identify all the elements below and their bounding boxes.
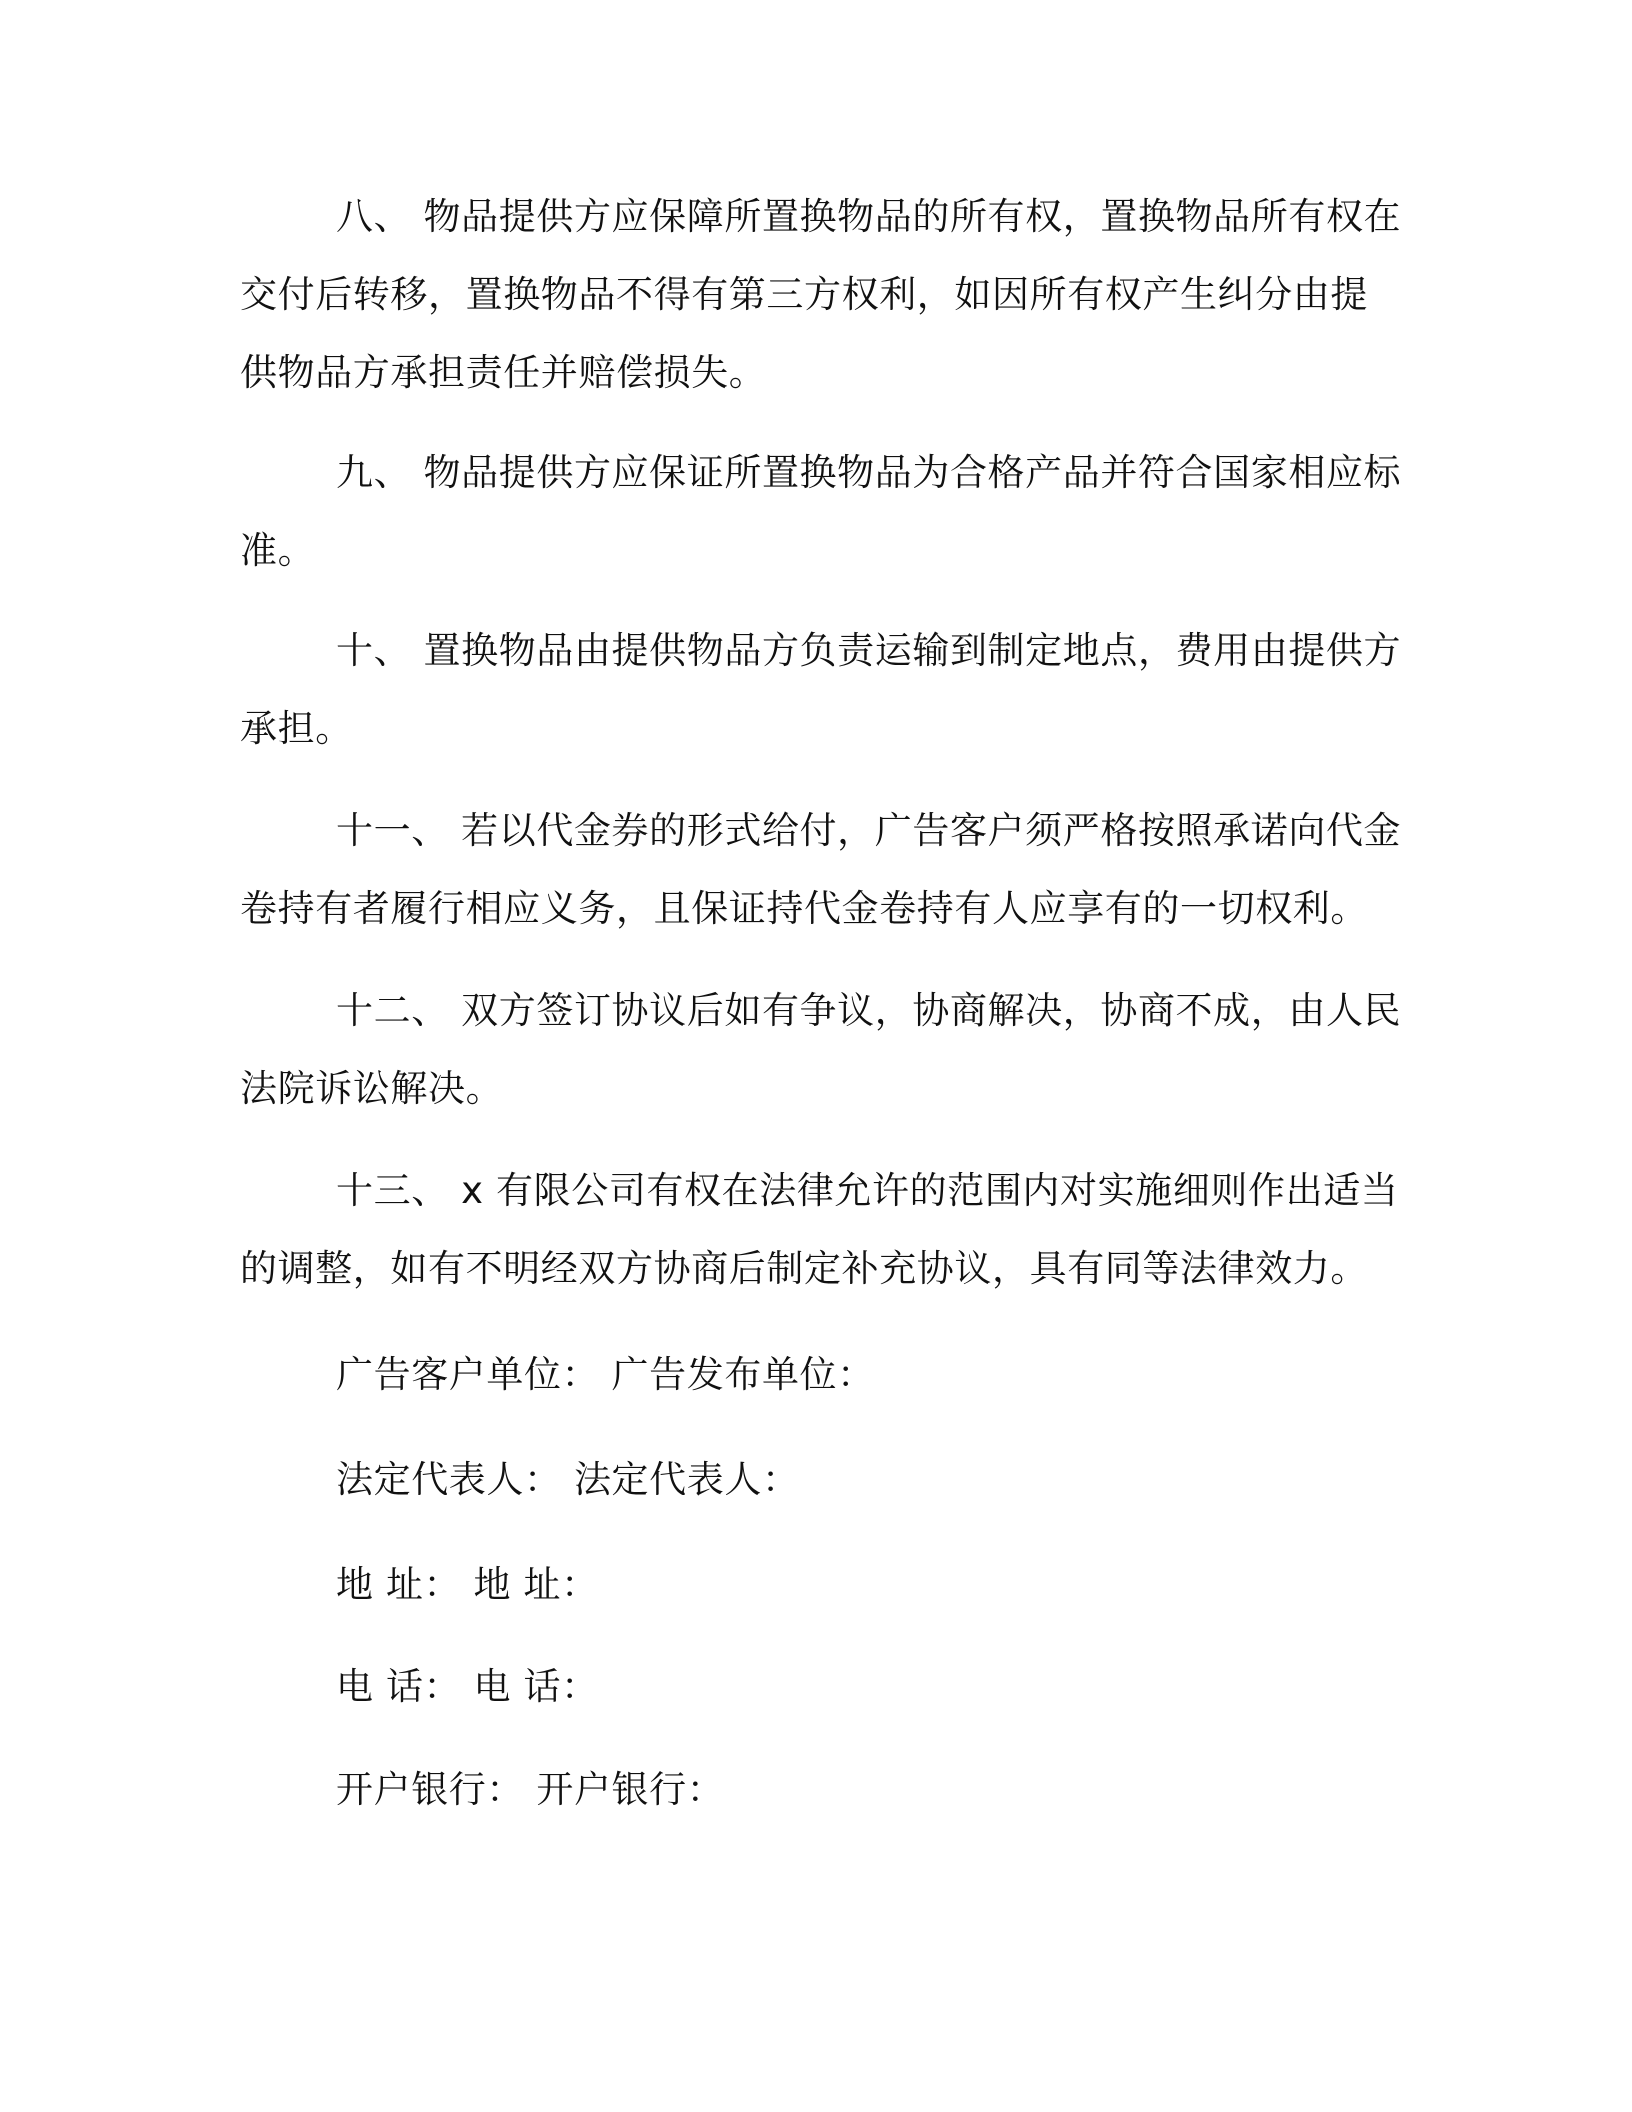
signature-line-bank: 开户银行： 开户银行： [336, 1768, 725, 1811]
clause-line: 供物品方承担责任并赔偿损失。 [240, 351, 767, 394]
clause-line: 十、 置换物品由提供物品方负责运输到制定地点，费用由提供方 [336, 629, 1402, 672]
signature-line-representative: 法定代表人： 法定代表人： [336, 1458, 800, 1501]
clause-line: 十二、 双方签订协议后如有争议，协商解决，协商不成，由人民 [336, 989, 1402, 1032]
clause-9 [240, 434, 1402, 590]
clause-13 [240, 1152, 1399, 1308]
clause-line: 承担。 [240, 707, 353, 750]
clause-line: 十三、 x 有限公司有权在法律允许的范围内对实施细则作出适当 [336, 1169, 1399, 1212]
clause-8 [240, 178, 1402, 412]
clause-10 [240, 612, 1402, 768]
clause-line: 法院诉讼解决。 [240, 1067, 504, 1110]
clause-line: 十一、 若以代金券的形式给付，广告客户须严格按照承诺向代金 [336, 809, 1402, 852]
clause-12 [240, 972, 1402, 1128]
clause-11 [240, 792, 1402, 948]
signature-line-phone: 电 话： 电 话： [336, 1665, 599, 1708]
signature-line-address: 地 址： 地 址： [336, 1563, 599, 1606]
clause-line: 的调整，如有不明经双方协商后制定补充协议，具有同等法律效力。 [240, 1247, 1368, 1290]
clause-line: 交付后转移，置换物品不得有第三方权利，如因所有权产生纠分由提 [240, 273, 1368, 316]
signature-line-unit: 广告客户单位： 广告发布单位： [336, 1353, 875, 1396]
clause-line: 卷持有者履行相应义务，且保证持代金卷持有人应享有的一切权利。 [240, 887, 1368, 930]
clause-line: 准。 [240, 529, 316, 572]
clause-line: 九、 物品提供方应保证所置换物品为合格产品并符合国家相应标 [336, 451, 1402, 494]
clause-line: 八、 物品提供方应保障所置换物品的所有权，置换物品所有权在 [336, 195, 1402, 238]
